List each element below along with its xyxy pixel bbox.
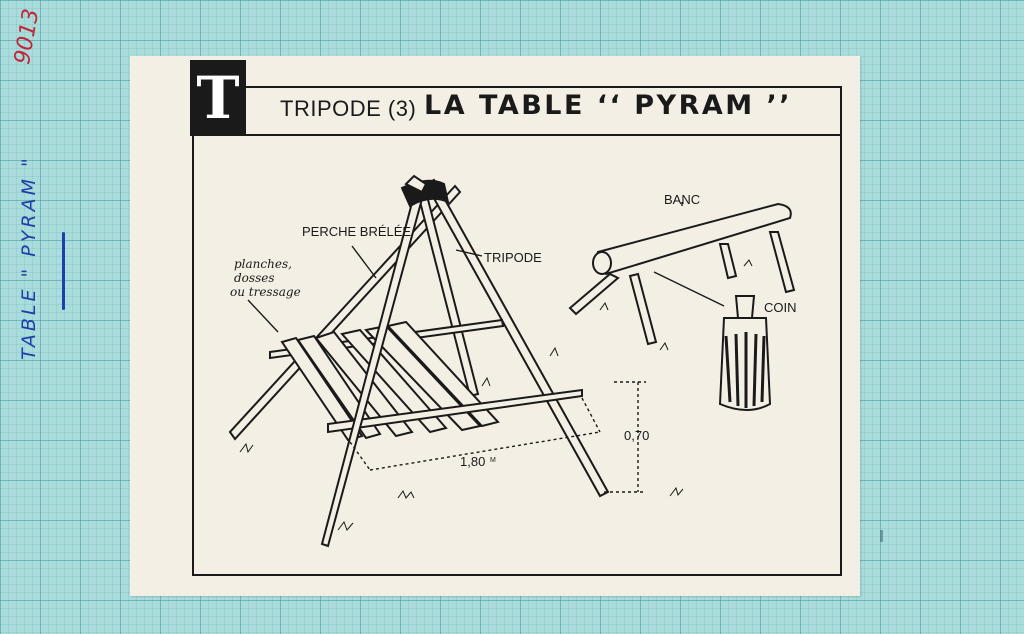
label-length-unit: M: [490, 457, 496, 464]
header-subtitle: TRIPODE (3): [280, 96, 417, 121]
reference-number: 9013: [10, 6, 45, 67]
label-planches-3: ou tressage: [230, 285, 301, 299]
coin-wedge: [736, 296, 754, 318]
table-pyram-drawing: [130, 56, 860, 596]
label-planches-1: planches,: [234, 257, 292, 271]
label-planches-2: dosses: [234, 271, 275, 285]
planches-leader: [248, 300, 278, 332]
banc-leg-front-right: [630, 274, 656, 344]
banc-leg-front-left: [570, 274, 618, 314]
coin-illustration: [720, 296, 770, 410]
label-coin: COIN: [764, 300, 797, 315]
label-tripode: TRIPODE: [484, 250, 542, 265]
paper-mark: [880, 530, 883, 542]
newspaper-clipping: [130, 56, 860, 596]
side-title-underline: [62, 232, 65, 310]
banc-log-end: [593, 252, 611, 274]
label-banc: BANC: [664, 192, 701, 207]
coin-leader: [654, 272, 724, 306]
banc-log: [596, 204, 791, 274]
t-badge: T: [190, 60, 246, 136]
label-length: 1,80: [460, 454, 486, 469]
label-height: 0,70: [624, 428, 650, 443]
banc-leg-back-right: [770, 232, 794, 292]
handwritten-side-title: TABLE " PYRAM ": [18, 155, 40, 360]
tripod-leg-right: [426, 180, 608, 496]
label-perche-brelee: PERCHE BRÉLÉE: [302, 224, 412, 239]
banc-leg-back-left: [720, 244, 736, 278]
perche-leader: [352, 246, 376, 278]
header-title: LA TABLE ‘‘ PYRAM ’’: [424, 90, 793, 121]
